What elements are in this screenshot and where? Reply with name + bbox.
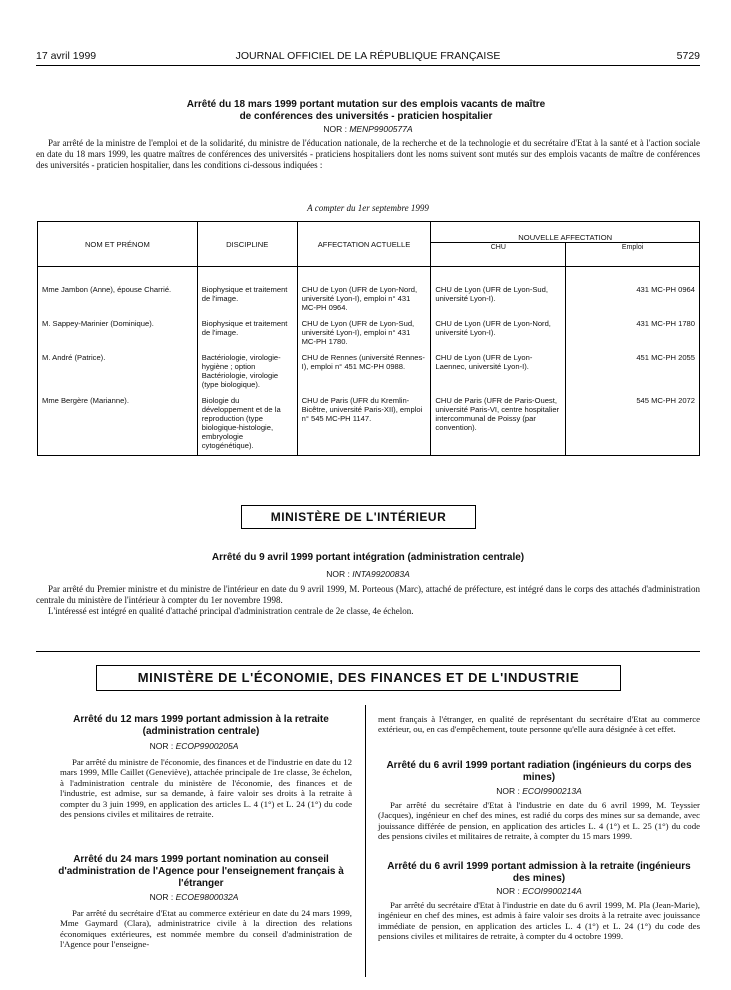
affectation-table	[37, 221, 700, 456]
cell-emploi: 431 MC-PH 1780	[566, 316, 700, 350]
issue-date: 17 avril 1999	[36, 50, 97, 62]
arrete-4-title: Arrêté du 24 mars 1999 portant nomination au conseil d'administration de l'Agence pour l'enseignement français à l'étranger	[58, 854, 344, 889]
arrete-1-body: Par arrêté de la ministre de l'emploi et de la solidarité, du ministre de l'éducation nationale, de la recherche et de la technologie et du secrétaire d'Etat à la santé et à l'action sociale en date du 18 mars 1999, les quatre maîtres de conférences des universités - praticiens hospitaliers dont les noms suivent sont mutés sur des emplois vacants de maître de conférences des universités - praticien hospitalier, dans les conditions ci-dessous indiquées :	[36, 138, 700, 171]
cell-nom: M. André (Patrice).	[38, 350, 198, 393]
cell-emploi: 451 MC-PH 2055	[566, 350, 700, 393]
arrete-2-title: Arrêté du 9 avril 1999 portant intégration (administration centrale)	[211, 552, 525, 563]
cell-discipline: Bactériologie, virologie-hygiène ; option Bactériologie, virologie (type biologique).	[197, 350, 297, 393]
arrete-6-body: Par arrêté du secrétaire d'Etat à l'industrie en date du 6 avril 1999, M. Pla (Jean-Marie), ingénieur en chef des mines, est admis à faire valoir ses droits à la retraite avec jouissance immédiate de pension, en application des articles L. 4 (1°) et L. 24 (1°) du code des pensions civiles et militaires de retraite, à compter du 4 octobre 1999.	[378, 900, 700, 942]
cell-discipline: Biophysique et traitement de l'image.	[197, 316, 297, 350]
a-compter-line: A compter du 1er septembre 1999	[307, 203, 429, 213]
cell-nom: M. Sappey-Marinier (Dominique).	[38, 316, 198, 350]
section-rule	[36, 651, 700, 652]
table-row	[38, 267, 700, 317]
ministere-economie-heading: MINISTÈRE DE L'ÉCONOMIE, DES FINANCES ET DE L'INDUSTRIE	[96, 665, 621, 691]
col-nouvelle-affectation: NOUVELLE AFFECTATION	[431, 222, 700, 243]
table-row	[38, 350, 700, 393]
cell-nom: Mme Bergère (Marianne).	[38, 393, 198, 456]
table-row	[38, 393, 700, 456]
cell-affectation: CHU de Lyon (UFR de Lyon-Sud, université Lyon-I), emploi n° 431 MC-PH 1780.	[297, 316, 431, 350]
arrete-6-nor: NOR : ECOI9900214A	[496, 886, 582, 896]
col-nom: NOM ET PRÉNOM	[38, 222, 198, 267]
ministere-interieur-heading: MINISTÈRE DE L'INTÉRIEUR	[241, 505, 476, 529]
journal-title: JOURNAL OFFICIEL DE LA RÉPUBLIQUE FRANÇAISE	[235, 50, 501, 62]
header-rule	[36, 65, 700, 66]
cell-chu: CHU de Lyon (UFR de Lyon-Laennec, université Lyon-I).	[431, 350, 566, 393]
cell-chu: CHU de Lyon (UFR de Lyon-Nord, université Lyon-I).	[431, 316, 566, 350]
column-divider	[365, 705, 366, 977]
arrete-2-body: Par arrêté du Premier ministre et du ministre de l'intérieur en date du 9 avril 1999, M. Porteous (Marc), attaché de préfecture, est intégré dans le corps des attachés d'administration centrale du ministère de l'intérieur à compter du 1er novembre 1998. L'intéressé est intégré en qualité d'attaché principal d'administration centrale de 2e classe, 4e échelon.	[36, 584, 700, 617]
arrete-5-body: Par arrêté du secrétaire d'Etat à l'industrie en date du 6 avril 1999, M. Teyssier (Jacques), ingénieur en chef des mines, est radié du corps des mines sur sa demande, avec jouissance différée de pension, en application des articles L. 4 (1°) et L. 25 (1°) du code des pensions civiles et militaires de retraite, à compter du 15 mars 1999.	[378, 800, 700, 842]
cell-affectation: CHU de Rennes (université Rennes-I), emploi n° 451 MC-PH 0988.	[297, 350, 431, 393]
cell-affectation: CHU de Lyon (UFR de Lyon-Nord, université Lyon-I), emploi n° 431 MC-PH 0964.	[297, 267, 431, 317]
arrete-1-nor: NOR : MENP9900577A	[323, 124, 413, 134]
nor-code: ECOI9900213A	[522, 786, 582, 796]
nor-code: ECOP9900205A	[175, 741, 239, 751]
arrete-4-body: Par arrêté du secrétaire d'Etat au commerce extérieur en date du 24 mars 1999, Mme Gaymard (Clara), administratrice civile à la direction des relations économiques extérieures, est nommée membre du conseil d'administration de l'Agence pour l'enseigne-	[60, 908, 352, 950]
cell-emploi: 431 MC-PH 0964	[566, 267, 700, 317]
cell-emploi: 545 MC-PH 2072	[566, 393, 700, 456]
nor-code: ECOE9800032A	[175, 892, 239, 902]
cell-chu: CHU de Paris (UFR de Paris-Ouest, université Paris-VI, centre hospitalier intercommunal de Poissy (par convention).	[431, 393, 566, 456]
arrete-6-title: Arrêté du 6 avril 1999 portant admission à la retraite (ingénieurs des mines)	[387, 861, 691, 884]
table-row	[38, 316, 700, 350]
arrete-5-nor: NOR : ECOI9900213A	[496, 786, 582, 796]
cell-discipline: Biologie du développement et de la reproduction (type biologique-histologie, embryologie cytogénétique).	[197, 393, 297, 456]
cell-nom: Mme Jambon (Anne), épouse Charrié.	[38, 267, 198, 317]
arrete-2-nor: NOR : INTA9920083A	[326, 569, 410, 579]
cell-affectation: CHU de Paris (UFR du Kremlin-Bicêtre, université Paris-XII), emploi n° 545 MC-PH 1147.	[297, 393, 431, 456]
arrete-4-continuation: ment français à l'étranger, en qualité de représentant du secrétaire d'Etat au commerce extérieur, ou, en cas d'empêchement, toute personne qu'elle aura désignée à cet effet.	[378, 714, 700, 735]
col-emploi: Emploi	[566, 243, 700, 267]
cell-discipline: Biophysique et traitement de l'image.	[197, 267, 297, 317]
arrete-5-title: Arrêté du 6 avril 1999 portant radiation (ingénieurs du corps des mines)	[386, 760, 692, 783]
col-chu: CHU	[431, 243, 566, 267]
arrete-3-title: Arrêté du 12 mars 1999 portant admission à la retraite (administration centrale)	[73, 714, 329, 737]
cell-chu: CHU de Lyon (UFR de Lyon-Sud, université Lyon-I).	[431, 267, 566, 317]
col-discipline: DISCIPLINE	[197, 222, 297, 267]
arrete-4-nor: NOR : ECOE9800032A	[149, 892, 239, 902]
nor-code: MENP9900577A	[349, 124, 413, 134]
nor-code: INTA9920083A	[352, 569, 410, 579]
arrete-3-body: Par arrêté du ministre de l'économie, des finances et de l'industrie en date du 12 mars 1999, Mlle Caillet (Geneviève), attachée principale de 1re classe, 3e échelon, à l'administration centrale du ministère de l'économie, des finances et de l'industrie, est admise, sur sa demande, à faire valoir ses droits à la retraite à compter du 3 juin 1999, en application des articles L. 4 (1°) et L. 24 (1°) du code des pensions civiles et militaires de retraite.	[60, 757, 352, 820]
arrete-1-title: Arrêté du 18 mars 1999 portant mutation sur des emplois vacants de maître de conférences des universités - praticien hospitalier	[186, 99, 546, 122]
arrete-3-nor: NOR : ECOP9900205A	[149, 741, 239, 751]
nor-code: ECOI9900214A	[522, 886, 582, 896]
col-affectation: AFFECTATION ACTUELLE	[297, 222, 431, 267]
page-number: 5729	[676, 50, 700, 62]
